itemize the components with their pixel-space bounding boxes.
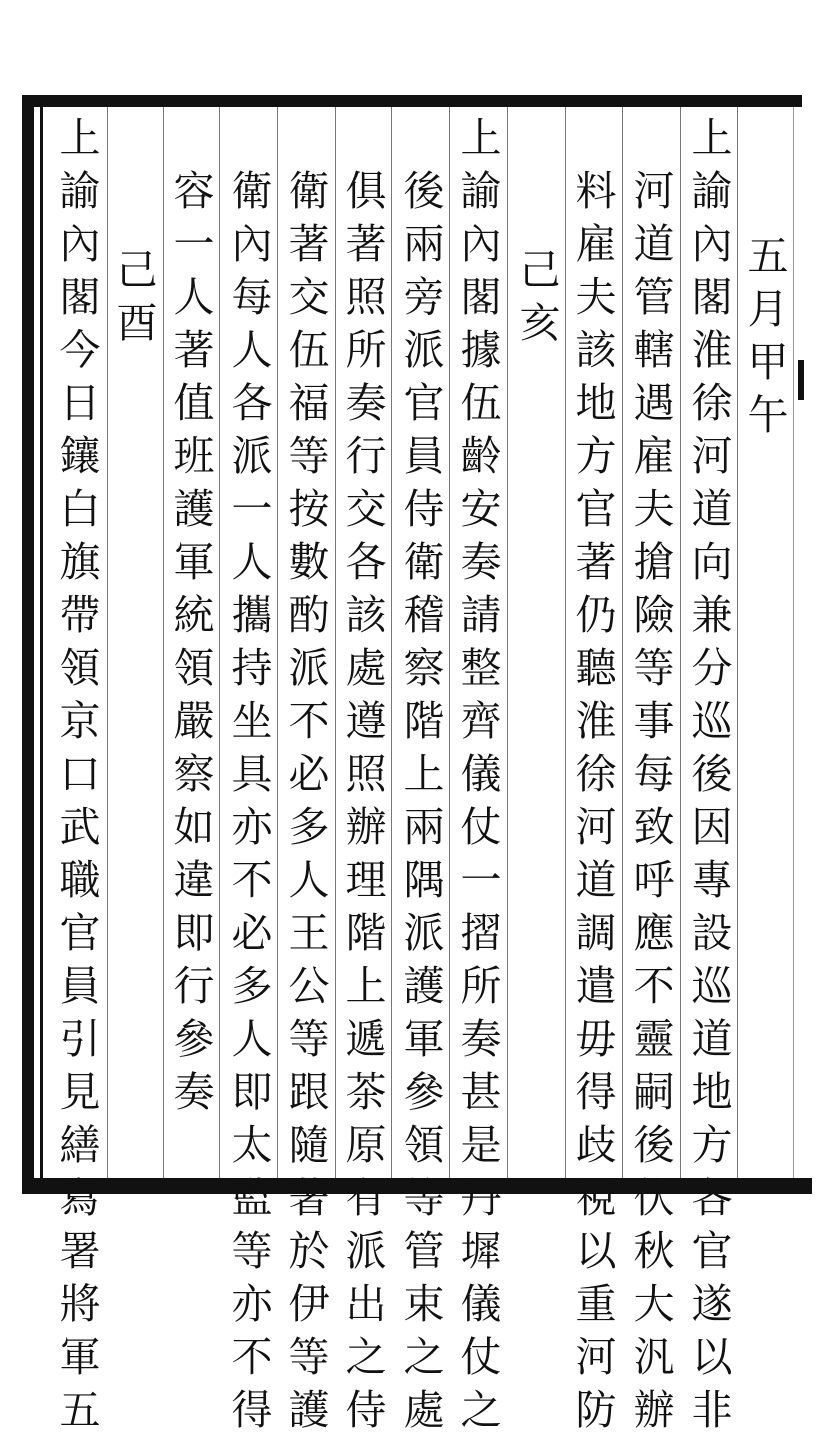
glyph: 軍 — [59, 1333, 101, 1381]
glyph: 齊 — [460, 697, 502, 745]
glyph: 王 — [288, 909, 330, 957]
glyph: 甲 — [747, 338, 789, 386]
glyph: 交 — [345, 485, 387, 533]
glyph: 管 — [403, 1227, 445, 1275]
glyph: 防 — [575, 1386, 617, 1434]
glyph: 各 — [691, 1174, 733, 1222]
glyph: 上 — [345, 962, 387, 1010]
glyph: 衛 — [403, 538, 445, 586]
glyph: 兩 — [403, 220, 445, 268]
glyph: 持 — [231, 644, 273, 692]
glyph: 所 — [460, 962, 502, 1010]
glyph: 職 — [59, 856, 101, 904]
glyph: 軍 — [173, 538, 215, 586]
glyph: 隅 — [403, 856, 445, 904]
glyph: 繕 — [59, 1121, 101, 1169]
glyph: 等 — [288, 1015, 330, 1063]
glyph: 上 — [403, 750, 445, 798]
glyph: 內 — [691, 220, 733, 268]
glyph: 值 — [173, 379, 215, 427]
glyph: 摺 — [460, 909, 502, 957]
glyph: 著 — [173, 326, 215, 374]
glyph: 險 — [633, 591, 675, 639]
glyph: 重 — [575, 1280, 617, 1328]
glyph: 俱 — [345, 167, 387, 215]
glyph: 嗣 — [633, 1068, 675, 1116]
glyph: 丹 — [460, 1174, 502, 1222]
glyph: 安 — [460, 485, 502, 533]
glyph: 後 — [633, 1121, 675, 1169]
glyph: 等 — [633, 644, 675, 692]
glyph: 料 — [575, 167, 617, 215]
glyph: 整 — [460, 644, 502, 692]
glyph: 監 — [231, 1174, 273, 1222]
glyph: 不 — [288, 697, 330, 745]
glyph: 呼 — [633, 856, 675, 904]
glyph: 行 — [173, 962, 215, 1010]
glyph: 徐 — [575, 750, 617, 798]
glyph: 向 — [691, 538, 733, 586]
text-column — [626, 165, 682, 1437]
glyph: 多 — [288, 803, 330, 851]
glyph: 墀 — [460, 1227, 502, 1275]
glyph: 秋 — [633, 1227, 675, 1275]
glyph: 員 — [403, 432, 445, 480]
glyph: 按 — [288, 485, 330, 533]
glyph: 著 — [288, 220, 330, 268]
text-column — [52, 112, 108, 1437]
glyph: 各 — [231, 379, 273, 427]
glyph: 轄 — [633, 326, 675, 374]
glyph: 於 — [288, 1227, 330, 1275]
glyph: 數 — [288, 538, 330, 586]
glyph: 京 — [59, 697, 101, 745]
glyph: 處 — [403, 1386, 445, 1434]
glyph: 隨 — [288, 1121, 330, 1169]
glyph: 夫 — [633, 485, 675, 533]
glyph: 將 — [59, 1280, 101, 1328]
glyph: 兩 — [403, 803, 445, 851]
glyph: 察 — [403, 644, 445, 692]
text-column — [453, 112, 509, 1437]
glyph: 違 — [173, 856, 215, 904]
glyph: 著 — [288, 1174, 330, 1222]
glyph: 遵 — [345, 697, 387, 745]
text-column — [396, 165, 452, 1437]
glyph: 鑲 — [59, 432, 101, 480]
glyph: 淮 — [691, 326, 733, 374]
glyph: 得 — [231, 1386, 273, 1434]
glyph: 上 — [460, 114, 502, 162]
glyph: 一 — [173, 220, 215, 268]
glyph: 以 — [691, 1333, 733, 1381]
glyph: 辦 — [345, 803, 387, 851]
glyph: 派 — [403, 909, 445, 957]
glyph: 每 — [633, 750, 675, 798]
glyph: 遞 — [345, 1015, 387, 1063]
glyph: 上 — [59, 114, 101, 162]
glyph: 白 — [59, 485, 101, 533]
text-column — [281, 165, 337, 1437]
date-heading-jiawu — [740, 230, 796, 442]
text-column — [338, 165, 394, 1437]
glyph: 道 — [691, 485, 733, 533]
glyph: 束 — [403, 1280, 445, 1328]
glyph: 河 — [691, 432, 733, 480]
glyph: 仗 — [460, 803, 502, 851]
glyph: 人 — [231, 538, 273, 586]
frame-left-border — [22, 95, 34, 1194]
glyph: 容 — [173, 167, 215, 215]
glyph: 必 — [231, 909, 273, 957]
page-edge-marker — [798, 360, 804, 400]
glyph: 遂 — [691, 1280, 733, 1328]
glyph: 據 — [460, 326, 502, 374]
glyph: 遇 — [633, 379, 675, 427]
glyph: 旁 — [403, 273, 445, 321]
glyph: 之 — [403, 1333, 445, 1381]
glyph: 徐 — [691, 379, 733, 427]
glyph: 奏 — [173, 1068, 215, 1116]
glyph: 伍 — [460, 379, 502, 427]
glyph: 階 — [345, 909, 387, 957]
text-column — [568, 165, 624, 1437]
glyph: 諭 — [691, 167, 733, 215]
text-column — [166, 165, 222, 1119]
glyph: 雇 — [575, 220, 617, 268]
glyph: 是 — [460, 1121, 502, 1169]
glyph: 辦 — [633, 1386, 675, 1434]
glyph: 專 — [691, 856, 733, 904]
glyph: 行 — [345, 432, 387, 480]
glyph: 人 — [231, 1015, 273, 1063]
text-column — [224, 165, 280, 1437]
glyph: 諭 — [460, 167, 502, 215]
glyph: 有 — [345, 1174, 387, 1222]
glyph: 等 — [231, 1227, 273, 1275]
glyph: 派 — [403, 326, 445, 374]
glyph: 伊 — [288, 1280, 330, 1328]
glyph: 攜 — [231, 591, 273, 639]
glyph: 甚 — [460, 1068, 502, 1116]
glyph: 帶 — [59, 591, 101, 639]
glyph: 仍 — [575, 591, 617, 639]
glyph: 歧 — [575, 1121, 617, 1169]
glyph: 巡 — [691, 962, 733, 1010]
glyph: 原 — [345, 1121, 387, 1169]
glyph: 福 — [288, 379, 330, 427]
glyph: 官 — [59, 909, 101, 957]
glyph: 等 — [403, 1174, 445, 1222]
glyph: 事 — [633, 697, 675, 745]
glyph: 後 — [403, 167, 445, 215]
glyph: 統 — [173, 591, 215, 639]
glyph: 遣 — [575, 962, 617, 1010]
glyph: 之 — [460, 1386, 502, 1434]
glyph: 嚴 — [173, 697, 215, 745]
glyph: 道 — [633, 220, 675, 268]
glyph: 不 — [231, 1333, 273, 1381]
glyph: 內 — [460, 220, 502, 268]
glyph: 護 — [288, 1386, 330, 1434]
glyph: 一 — [231, 485, 273, 533]
glyph: 儀 — [460, 750, 502, 798]
glyph: 雇 — [633, 432, 675, 480]
glyph: 即 — [231, 1068, 273, 1116]
glyph: 參 — [403, 1068, 445, 1116]
glyph: 衛 — [231, 167, 273, 215]
glyph: 汎 — [633, 1333, 675, 1381]
glyph: 必 — [288, 750, 330, 798]
glyph: 亦 — [231, 1280, 273, 1328]
glyph: 引 — [59, 1015, 101, 1063]
glyph: 見 — [59, 1068, 101, 1116]
glyph: 一 — [460, 856, 502, 904]
glyph: 仗 — [460, 1333, 502, 1381]
glyph: 人 — [173, 273, 215, 321]
glyph: 奏 — [460, 1015, 502, 1063]
glyph: 今 — [59, 326, 101, 374]
glyph: 奏 — [460, 538, 502, 586]
glyph: 夫 — [575, 273, 617, 321]
glyph: 護 — [403, 962, 445, 1010]
glyph: 視 — [575, 1174, 617, 1222]
glyph: 交 — [288, 273, 330, 321]
glyph: 等 — [288, 432, 330, 480]
glyph: 處 — [345, 644, 387, 692]
glyph: 照 — [345, 750, 387, 798]
glyph: 該 — [345, 591, 387, 639]
glyph: 護 — [173, 485, 215, 533]
glyph: 酉 — [116, 299, 158, 347]
glyph: 地 — [691, 1068, 733, 1116]
glyph: 多 — [231, 962, 273, 1010]
glyph: 即 — [173, 909, 215, 957]
glyph: 奏 — [345, 379, 387, 427]
glyph: 所 — [345, 326, 387, 374]
glyph: 應 — [633, 909, 675, 957]
glyph: 河 — [575, 1333, 617, 1381]
glyph: 侍 — [403, 485, 445, 533]
glyph: 派 — [345, 1227, 387, 1275]
glyph: 寫 — [59, 1174, 101, 1222]
glyph: 察 — [173, 750, 215, 798]
glyph: 坐 — [231, 697, 273, 745]
glyph: 派 — [288, 644, 330, 692]
glyph: 月 — [747, 285, 789, 333]
glyph: 武 — [59, 803, 101, 851]
glyph: 己 — [116, 246, 158, 294]
glyph: 著 — [345, 220, 387, 268]
glyph: 具 — [231, 750, 273, 798]
glyph: 著 — [575, 538, 617, 586]
glyph: 衛 — [288, 167, 330, 215]
glyph: 官 — [691, 1227, 733, 1275]
glyph: 道 — [691, 1015, 733, 1063]
glyph: 方 — [575, 432, 617, 480]
glyph: 班 — [173, 432, 215, 480]
glyph: 各 — [345, 538, 387, 586]
glyph: 閣 — [460, 273, 502, 321]
glyph: 日 — [59, 379, 101, 427]
glyph: 內 — [231, 220, 273, 268]
glyph: 上 — [691, 114, 733, 162]
glyph: 管 — [633, 273, 675, 321]
text-column — [684, 112, 740, 1437]
glyph: 巡 — [691, 697, 733, 745]
glyph: 領 — [59, 644, 101, 692]
glyph: 跟 — [288, 1068, 330, 1116]
glyph: 搶 — [633, 538, 675, 586]
glyph: 兼 — [691, 591, 733, 639]
glyph: 茶 — [345, 1068, 387, 1116]
glyph: 員 — [59, 962, 101, 1010]
glyph: 派 — [231, 432, 273, 480]
glyph: 諭 — [59, 167, 101, 215]
glyph: 地 — [575, 379, 617, 427]
glyph: 照 — [345, 273, 387, 321]
glyph: 得 — [575, 1068, 617, 1116]
glyph: 調 — [575, 909, 617, 957]
glyph: 分 — [691, 644, 733, 692]
glyph: 請 — [460, 591, 502, 639]
glyph: 等 — [288, 1333, 330, 1381]
date-heading-jiyou — [109, 244, 165, 350]
glyph: 靈 — [633, 1015, 675, 1063]
glyph: 亦 — [231, 803, 273, 851]
glyph: 以 — [575, 1227, 617, 1275]
glyph: 大 — [633, 1280, 675, 1328]
glyph: 稽 — [403, 591, 445, 639]
glyph: 官 — [575, 485, 617, 533]
glyph: 官 — [403, 379, 445, 427]
glyph: 不 — [633, 962, 675, 1010]
glyph: 齡 — [460, 432, 502, 480]
glyph: 酌 — [288, 591, 330, 639]
frame-top-border — [22, 95, 802, 107]
glyph: 該 — [575, 326, 617, 374]
glyph: 軍 — [403, 1015, 445, 1063]
glyph: 己 — [519, 246, 561, 294]
glyph: 之 — [345, 1333, 387, 1381]
glyph: 聽 — [575, 644, 617, 692]
glyph: 方 — [691, 1121, 733, 1169]
glyph: 閣 — [59, 273, 101, 321]
glyph: 人 — [231, 326, 273, 374]
glyph: 河 — [633, 167, 675, 215]
glyph: 內 — [59, 220, 101, 268]
glyph: 理 — [345, 856, 387, 904]
glyph: 署 — [59, 1227, 101, 1275]
glyph: 非 — [691, 1386, 733, 1434]
glyph: 道 — [575, 856, 617, 904]
glyph: 參 — [173, 1015, 215, 1063]
glyph: 口 — [59, 750, 101, 798]
glyph: 設 — [691, 909, 733, 957]
glyph: 太 — [231, 1121, 273, 1169]
glyph: 領 — [173, 644, 215, 692]
date-heading-jihai — [512, 244, 568, 350]
glyph: 每 — [231, 273, 273, 321]
glyph: 如 — [173, 803, 215, 851]
glyph: 五 — [59, 1386, 101, 1434]
glyph: 階 — [403, 697, 445, 745]
glyph: 儀 — [460, 1280, 502, 1328]
glyph: 不 — [231, 856, 273, 904]
glyph: 伍 — [288, 326, 330, 374]
glyph: 致 — [633, 803, 675, 851]
glyph: 因 — [691, 803, 733, 851]
glyph: 毋 — [575, 1015, 617, 1063]
frame-left-inner-border — [40, 107, 43, 1178]
glyph: 五 — [747, 232, 789, 280]
glyph: 後 — [691, 750, 733, 798]
glyph: 午 — [747, 391, 789, 439]
glyph: 人 — [288, 856, 330, 904]
glyph: 領 — [403, 1121, 445, 1169]
glyph: 伏 — [633, 1174, 675, 1222]
glyph: 河 — [575, 803, 617, 851]
glyph: 公 — [288, 962, 330, 1010]
glyph: 侍 — [345, 1386, 387, 1434]
glyph: 亥 — [519, 299, 561, 347]
glyph: 旗 — [59, 538, 101, 586]
glyph: 閣 — [691, 273, 733, 321]
glyph: 出 — [345, 1280, 387, 1328]
glyph: 淮 — [575, 697, 617, 745]
